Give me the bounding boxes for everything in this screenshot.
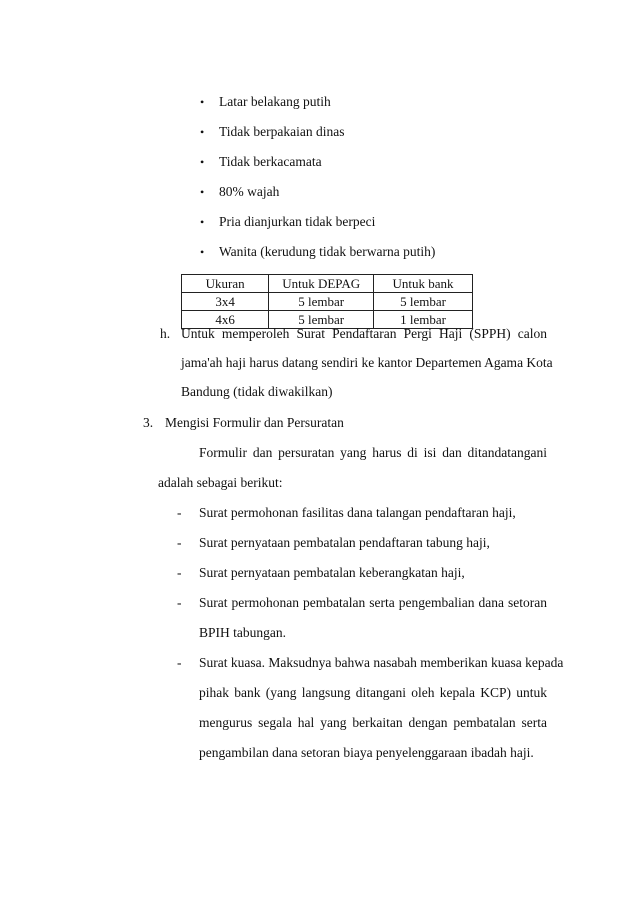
list-item-continuation: BPIH tabungan. bbox=[199, 625, 286, 640]
bullet-item: Pria dianjurkan tidak berpeci bbox=[219, 214, 376, 229]
dash-marker: - bbox=[177, 565, 182, 580]
paragraph-line: jama'ah haji harus datang sendiri ke kantor Departemen Agama Kota bbox=[181, 355, 553, 370]
table-cell: 3x4 bbox=[182, 293, 269, 311]
list-item: Surat kuasa. Maksudnya bahwa nasabah memberikan kuasa kepada bbox=[199, 655, 564, 670]
bullet-marker: • bbox=[200, 185, 205, 199]
list-item: Surat pernyataan pembatalan pendaftaran tabung haji, bbox=[199, 535, 490, 550]
section-number: 3. bbox=[143, 415, 154, 430]
bullet-item: Wanita (kerudung tidak berwarna putih) bbox=[219, 244, 436, 259]
table-header-cell: Untuk bank bbox=[374, 275, 473, 293]
bullet-marker: • bbox=[200, 125, 205, 139]
table-row bbox=[182, 293, 473, 311]
table-cell: 5 lembar bbox=[374, 293, 473, 311]
list-item-continuation: pihak bank (yang langsung ditangani oleh kepala KCP) untuk bbox=[199, 685, 547, 700]
bullet-marker: • bbox=[200, 215, 205, 229]
bullet-marker: • bbox=[200, 95, 205, 109]
bullet-item: 80% wajah bbox=[219, 184, 280, 199]
list-item-continuation: pengambilan dana setoran biaya penyelenggaraan ibadah haji. bbox=[199, 745, 534, 760]
bullet-marker: • bbox=[200, 245, 205, 259]
bullet-marker: • bbox=[200, 155, 205, 169]
list-item: Surat permohonan fasilitas dana talangan pendaftaran haji, bbox=[199, 505, 516, 520]
list-item: Surat permohonan pembatalan serta pengembalian dana setoran bbox=[199, 595, 547, 610]
photo-size-table bbox=[181, 274, 473, 329]
intro-line: adalah sebagai berikut: bbox=[158, 475, 283, 490]
section-title: Mengisi Formulir dan Persuratan bbox=[165, 415, 344, 430]
table-header-cell: Untuk DEPAG bbox=[269, 275, 374, 293]
table-header-cell: Ukuran bbox=[182, 275, 269, 293]
dash-marker: - bbox=[177, 655, 182, 670]
table-cell: 4x6 bbox=[182, 311, 269, 329]
bullet-item: Tidak berpakaian dinas bbox=[219, 124, 345, 139]
table-header-row bbox=[182, 275, 473, 293]
intro-line: Formulir dan persuratan yang harus di isi dan ditandatangani bbox=[199, 445, 547, 460]
paragraph-line: Untuk memperoleh Surat Pendaftaran Pergi Haji (SPPH) calon bbox=[181, 326, 547, 341]
item-h-marker: h. bbox=[160, 326, 171, 341]
table-cell: 5 lembar bbox=[269, 293, 374, 311]
dash-marker: - bbox=[177, 535, 182, 550]
dash-marker: - bbox=[177, 505, 182, 520]
list-item-continuation: mengurus segala hal yang berkaitan dengan pembatalan serta bbox=[199, 715, 547, 730]
table-cell: 5 lembar bbox=[269, 311, 374, 329]
paragraph-line: Bandung (tidak diwakilkan) bbox=[181, 384, 333, 399]
list-item: Surat pernyataan pembatalan keberangkatan haji, bbox=[199, 565, 465, 580]
bullet-item: Latar belakang putih bbox=[219, 94, 331, 109]
bullet-item: Tidak berkacamata bbox=[219, 154, 322, 169]
table-cell: 1 lembar bbox=[374, 311, 473, 329]
dash-marker: - bbox=[177, 595, 182, 610]
